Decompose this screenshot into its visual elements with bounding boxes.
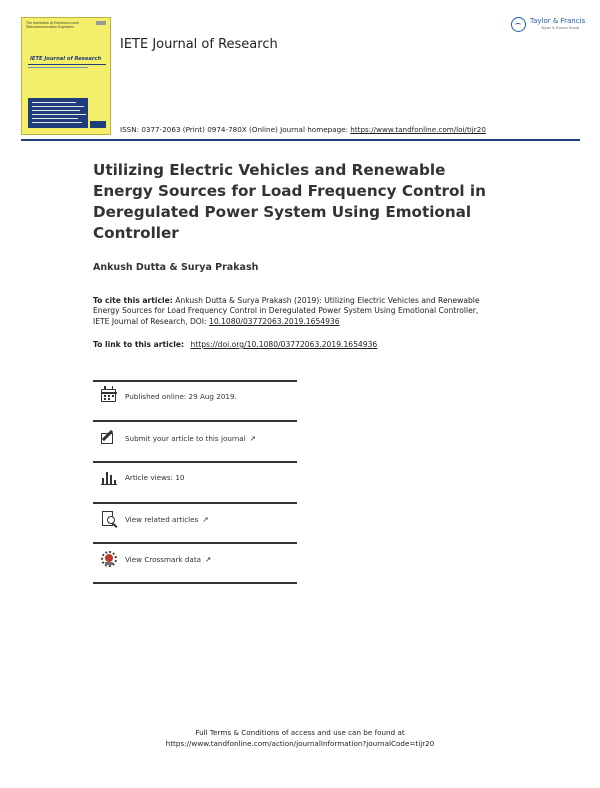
article-link-label: To link to this article: [93,340,185,349]
cover-title: IETE Journal of Research [30,56,102,62]
external-link-icon: ↗ [202,514,209,524]
document-search-icon [100,510,118,528]
journal-cover-image [21,17,111,135]
footer [0,727,600,749]
external-link-icon: ↗ [249,433,256,443]
submit-article-link[interactable]: Submit your article to this journal [125,433,246,443]
article-link-line [93,340,377,349]
cover-rule-secondary [28,67,88,68]
row-divider [93,461,297,463]
article-authors: Ankush Dutta & Surya Prakash [93,262,259,273]
cover-institution-text: The Institution of Electronics and Telecommunication Engineers [26,21,79,29]
header-divider [21,139,580,141]
cover-rule [28,64,106,65]
article-title: Utilizing Electric Vehicles and Renewable Energy Sources for Load Frequency Control in Deregulated Power System Using Emotional Controller [93,161,486,242]
publisher-name: Taylor & Francis [530,17,586,25]
footer-terms-text: Full Terms & Conditions of access and use can be found at [195,728,405,737]
cover-corner-tag [90,121,106,128]
published-online-text: Published online: 29 Aug 2019. [125,391,237,401]
related-articles-row[interactable] [100,509,209,529]
published-online-row [100,386,237,406]
journal-homepage-link[interactable]: https://www.tandfonline.com/loi/tijr20 [350,125,486,134]
issn-text: ISSN: 0377-2063 (Print) 0974-780X (Online) Journal homepage: [120,125,348,134]
citation-text: Ankush Dutta & Surya Prakash (2019): Utilizing Electric Vehicles and Renewable Energy Sources for Load Frequency Control in Deregulated Power System Using Emotional Controller, IETE Journal of Research, DOI: [93,296,480,326]
submit-article-row[interactable] [100,428,256,448]
cover-volume-tag [96,21,106,25]
citation-doi-link[interactable]: 10.1080/03772063.2019.1654936 [209,316,340,326]
row-divider [93,420,297,422]
journal-title: IETE Journal of Research [120,37,278,52]
article-views-row [100,467,185,487]
row-divider [93,542,297,544]
crossmark-link[interactable]: View Crossmark data [125,554,202,564]
publisher-subname: Taylor & Francis Group [541,26,580,30]
citation-label: To cite this article: [93,296,173,305]
footer-terms-link[interactable]: https://www.tandfonline.com/action/journalInformation?journalCode=tijr20 [165,739,435,748]
external-link-icon: ↗ [205,554,212,564]
calendar-icon [100,387,118,405]
row-divider [93,502,297,504]
bar-chart-icon [100,468,118,486]
crossmark-row[interactable] [100,549,211,569]
publisher-logo [511,16,586,36]
article-doi-url-link[interactable]: https://doi.org/10.1080/03772063.2019.1654936 [190,340,378,349]
edit-icon [100,429,118,447]
citation-block [93,296,493,327]
publisher-logo-icon [511,17,526,32]
article-views-text: Article views: 10 [125,472,185,482]
issn-line [120,125,486,134]
row-divider [93,582,297,584]
row-divider [93,380,297,382]
cover-graphic-panel [28,98,88,128]
crossmark-icon [100,550,118,568]
related-articles-link[interactable]: View related articles [125,514,199,524]
